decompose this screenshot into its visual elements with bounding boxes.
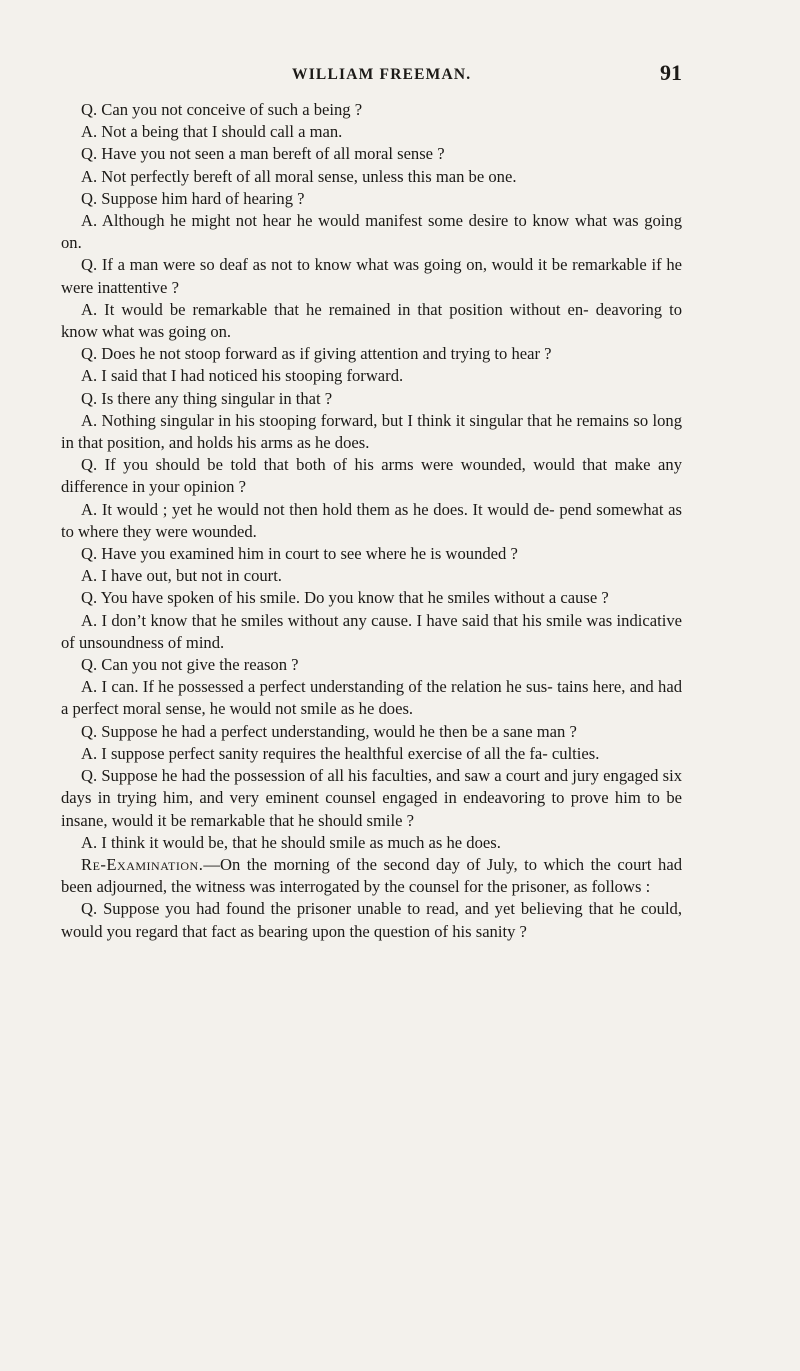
page-number: 91 <box>660 60 682 85</box>
paragraph-lead: A. <box>81 299 98 319</box>
answer-paragraph <box>61 166 682 188</box>
paragraph-lead: A. <box>81 677 98 697</box>
paragraph-lead: A. <box>81 211 98 231</box>
paragraph-lead: Q. <box>81 388 98 408</box>
paragraph-lead: Q. <box>81 766 98 786</box>
paragraph-text: I said that I had noticed his stooping forward. <box>101 366 404 386</box>
paragraph-text: Suppose him hard of hearing ? <box>101 188 305 208</box>
question-paragraph <box>61 765 682 832</box>
answer-paragraph <box>61 610 682 654</box>
question-paragraph <box>61 543 682 565</box>
question-paragraph <box>61 454 682 498</box>
paragraph-text: Not perfectly bereft of all moral sense, unless this man be one. <box>101 166 517 186</box>
paragraph-lead: Q. <box>81 544 98 564</box>
answer-paragraph <box>61 121 682 143</box>
paragraph-text: Have you examined him in court to see where he is wounded ? <box>101 544 518 564</box>
answer-paragraph <box>61 676 682 720</box>
paragraph-text: It would be remarkable that he remained in that position without en- deavoring to know what was going on. <box>61 299 683 342</box>
paragraph-text: I can. If he possessed a perfect understanding of the relation he sus- tains here, and had a perfect moral sense, he would not smile as he does. <box>61 677 682 719</box>
paragraph-lead: A. <box>81 122 98 142</box>
question-paragraph <box>61 99 682 121</box>
testimony-text <box>61 99 682 943</box>
paragraph-text: —On the morning of the second day of July, to which the court had been adjourned, the witness was interrogated by the counsel for the prisoner, as follows : <box>61 854 682 897</box>
answer-paragraph <box>61 565 682 587</box>
paragraph-lead: Q. <box>81 721 98 741</box>
paragraph-text: Can you not conceive of such a being ? <box>101 100 363 119</box>
paragraph-text: Does he not stoop forward as if giving attention and trying to hear ? <box>101 344 552 364</box>
paragraph-text: You have spoken of his smile. Do you know that he smiles without a cause ? <box>100 588 609 608</box>
paragraph-text: Suppose he had the possession of all his faculties, and saw a court and jury engaged six days in trying him, and very eminent counsel engaged in endeavoring to prove him to be insane, would it be remarkable that he should smile ? <box>61 766 682 830</box>
answer-paragraph <box>61 299 682 343</box>
running-title: WILLIAM FREEMAN. <box>292 66 472 83</box>
paragraph-lead: A. <box>81 410 98 430</box>
question-paragraph <box>61 898 682 942</box>
paragraph-lead: A. <box>81 566 98 586</box>
paragraph-lead: A. <box>81 743 98 763</box>
answer-paragraph <box>61 499 682 543</box>
paragraph-lead: A. <box>81 610 98 630</box>
answer-paragraph <box>61 410 682 454</box>
paragraph-text: I don’t know that he smiles without any cause. I have said that his smile was indicative of unsoundness of mind. <box>61 610 682 652</box>
paragraph-text: Can you not give the reason ? <box>101 655 299 675</box>
paragraph-lead: Q. <box>81 144 98 164</box>
paragraph-text: I suppose perfect sanity requires the healthful exercise of all the fa- culties. <box>101 743 600 763</box>
paragraph-lead: Q. <box>81 188 98 208</box>
question-paragraph <box>61 254 682 298</box>
question-paragraph <box>61 721 682 743</box>
page-header <box>62 60 682 90</box>
answer-paragraph <box>61 365 682 387</box>
paragraph-text: Nothing singular in his stooping forward, but I think it singular that he remains so long in that position, and holds his arms as he does. <box>61 410 683 453</box>
question-paragraph <box>61 343 682 365</box>
paragraph-lead: A. <box>81 499 98 519</box>
paragraph-text: If you should be told that both of his arms were wounded, would that make any difference in your opinion ? <box>61 455 682 497</box>
section-paragraph <box>61 854 682 898</box>
paragraph-text: Although he might not hear he would manifest some desire to know what was going on. <box>61 211 683 253</box>
paragraph-lead: Q. <box>81 655 98 675</box>
paragraph-text: It would ; yet he would not then hold them as he does. It would de- pend somewhat as to where they were wounded. <box>61 499 682 541</box>
paragraph-text: Is there any thing singular in that ? <box>101 388 333 408</box>
question-paragraph <box>61 188 682 210</box>
answer-paragraph <box>61 210 682 254</box>
paragraph-lead: A. <box>81 832 98 852</box>
paragraph-text: I have out, but not in court. <box>101 566 282 586</box>
question-paragraph <box>61 587 682 609</box>
paragraph-lead: Q. <box>81 255 98 275</box>
paragraph-text: Not a being that I should call a man. <box>101 122 343 142</box>
question-paragraph <box>61 143 682 165</box>
paragraph-text: Have you not seen a man bereft of all moral sense ? <box>101 144 445 164</box>
paragraph-text: I think it would be, that he should smile as much as he does. <box>101 832 501 852</box>
paragraph-lead: Q. <box>81 100 98 119</box>
question-paragraph <box>61 388 682 410</box>
question-paragraph <box>61 654 682 676</box>
answer-paragraph <box>61 832 682 854</box>
paragraph-text: Suppose you had found the prisoner unable to read, and yet believing that he could, would you regard that fact as bearing upon the question of his sanity ? <box>61 899 682 941</box>
paragraph-text: If a man were so deaf as not to know what was going on, would it be remarkable if he were inattentive ? <box>61 255 682 297</box>
paragraph-lead: A. <box>81 166 98 186</box>
paragraph-lead: Q. <box>81 899 98 919</box>
paragraph-lead: Re-Examination. <box>81 854 204 874</box>
paragraph-lead: A. <box>81 366 98 386</box>
paragraph-lead: Q. <box>81 588 98 608</box>
paragraph-lead: Q. <box>81 455 98 475</box>
paragraph-text: Suppose he had a perfect understanding, would he then be a sane man ? <box>101 721 577 741</box>
answer-paragraph <box>61 743 682 765</box>
paragraph-lead: Q. <box>81 344 98 364</box>
